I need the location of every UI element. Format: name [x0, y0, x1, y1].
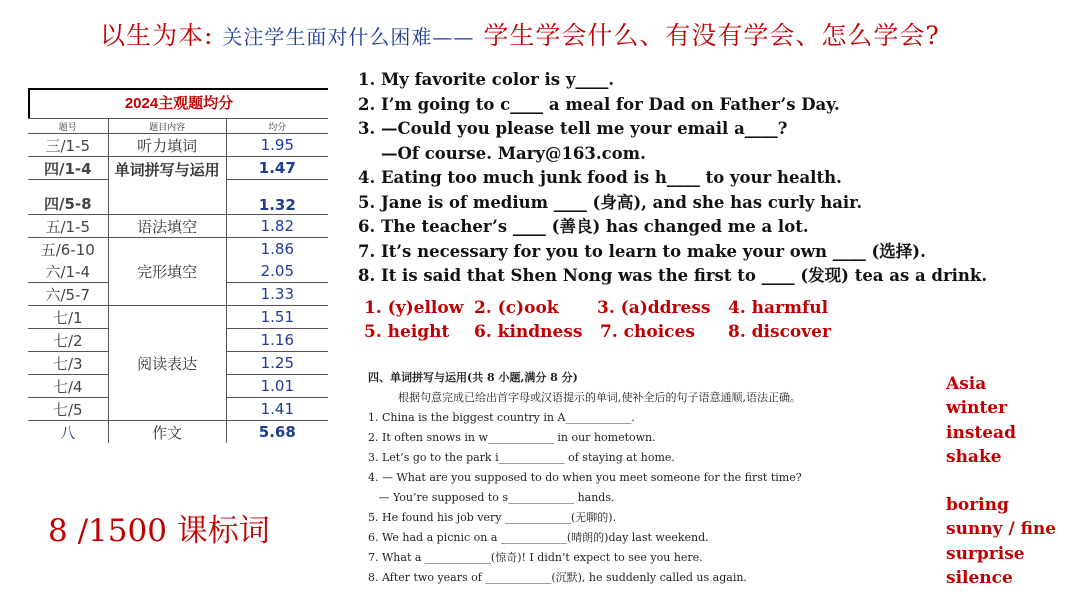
worksheet-item: 8. After two years of ____________(沉默), he suddenly called us again.	[368, 571, 747, 584]
worksheet-item: 6. We had a picnic on a ____________(晴朗的)day last weekend.	[368, 531, 709, 544]
row-score: 1.25	[226, 352, 328, 375]
table-header-row	[28, 119, 328, 134]
row-score: 1.51	[226, 306, 328, 329]
row-score: 1.47	[226, 157, 328, 180]
row-content: 单词拼写与运用	[108, 157, 226, 215]
title-part2: 关注学生面对什么困难——	[222, 25, 475, 49]
row-score: 1.16	[226, 329, 328, 352]
worksheet-item: — You’re supposed to s____________ hands.	[368, 491, 615, 504]
header-score: 均分	[226, 119, 328, 134]
answer-item: 7. choices	[600, 322, 695, 342]
row-score: 1.82	[226, 215, 328, 238]
exercise-item: 6. The teacher’s ____ (善良) has changed me a lot.	[358, 217, 809, 236]
spacer	[946, 469, 1056, 493]
row-score: 1.41	[226, 398, 328, 421]
row-num: 八	[28, 421, 108, 444]
worksheet-item: 3. Let’s go to the park i____________ of staying at home.	[368, 451, 675, 464]
worksheet-item: 2. It often snows in w____________ in our hometown.	[368, 431, 656, 444]
answer-item: 6. kindness	[474, 322, 583, 342]
worksheet-heading: 四、单词拼写与运用(共 8 小题,满分 8 分)	[368, 371, 578, 384]
table-row	[28, 134, 328, 157]
worksheet	[368, 368, 936, 588]
row-num: 七/1	[28, 306, 108, 329]
exercise-item: 7. It’s necessary for you to learn to make your own ____ (选择).	[358, 241, 926, 261]
row-num: 五/1-5	[28, 215, 108, 238]
row-content: 作文	[108, 421, 226, 444]
title-part3: 学生学会什么、有没有学会、怎么学会?	[483, 21, 940, 50]
table-row	[28, 157, 328, 180]
header-content: 题目内容	[108, 119, 226, 134]
row-num: 六/1-4	[45, 262, 91, 281]
side-answer: Asia	[946, 374, 987, 394]
side-answer: shake	[946, 446, 1002, 467]
row-num: 四/1-4	[28, 157, 108, 180]
exercise-item: 8. It is said that Shen Nong was the first to ____ (发现) tea as a drink.	[358, 266, 988, 285]
row-num: 六/5-7	[28, 283, 108, 306]
row-num: 七/3	[28, 352, 108, 375]
answer-item: 4. harmful	[728, 298, 829, 318]
row-score: 1.86	[226, 238, 328, 261]
row-num: 七/2	[28, 329, 108, 352]
row-score: 1.33	[226, 283, 328, 306]
exercise-item: 1. My favorite color is y____.	[358, 70, 615, 89]
score-table-title: 2024主观题均分	[28, 88, 328, 118]
exercise-item: —Of course. Mary@163.com.	[358, 143, 646, 163]
worksheet-item: 5. He found his job very ____________(无聊的).	[368, 511, 617, 524]
worksheet-item: 1. China is the biggest country in A____________.	[368, 411, 635, 424]
answer-item: 1. (y)ellow	[364, 298, 464, 318]
side-answer: winter	[946, 398, 1008, 419]
table-row	[28, 421, 328, 444]
row-score: 1.32	[226, 180, 328, 215]
exercise-item: 4. Eating too much junk food is h____ to your health.	[358, 168, 842, 187]
row-num: 七/5	[28, 398, 108, 421]
row-score: 2.05	[260, 262, 294, 280]
row-content: 听力填词	[108, 134, 226, 157]
row-content: 语法填空	[108, 215, 226, 238]
exercise-list	[358, 68, 987, 289]
worksheet-instruction: 根据句意完成已给出首字母或汉语提示的单词,使补全后的句子语意通顺,语法正确。	[398, 391, 801, 404]
table-row	[28, 306, 328, 329]
side-answer: silence	[946, 568, 1013, 589]
answer-item: 3. (a)ddress	[597, 298, 711, 318]
vocab-summary: 8 /1500 课标词	[48, 513, 270, 549]
side-answer: boring	[946, 495, 1009, 516]
row-content: 阅读表达	[108, 306, 226, 421]
side-answer: instead	[946, 422, 1016, 443]
score-table	[28, 88, 328, 443]
worksheet-item: 7. What a ____________(惊奇)! I didn’t expect to see you here.	[368, 551, 703, 564]
row-content: 完形填空	[108, 238, 226, 306]
side-answers	[946, 372, 1056, 590]
answer-item: 8. discover	[728, 322, 831, 342]
exercise-item: 3. —Could you please tell me your email a____?	[358, 119, 788, 138]
answer-item: 5. height	[364, 322, 450, 342]
header-num: 题号	[28, 119, 108, 134]
page-title	[100, 16, 940, 52]
row-score: 5.68	[226, 421, 328, 444]
answer-item: 2. (c)ook	[474, 298, 559, 318]
exercise-item: 5. Jane is of medium ____ (身高), and she has curly hair.	[358, 192, 863, 212]
worksheet-item: 4. — What are you supposed to do when you meet someone for the first time?	[368, 471, 802, 484]
row-score: 1.95	[226, 134, 328, 157]
row-score: 1.01	[226, 375, 328, 398]
row-num: 四/5-8	[28, 180, 108, 215]
row-num: 三/1-5	[28, 134, 108, 157]
side-answer: sunny / fine	[946, 519, 1057, 540]
side-answer: surprise	[946, 543, 1025, 564]
table-row	[28, 215, 328, 238]
row-num: 五/6-10	[28, 238, 108, 261]
exercise-item: 2. I’m going to c____ a meal for Dad on Father’s Day.	[358, 94, 840, 114]
row-num: 七/4	[28, 375, 108, 398]
title-part1: 以生为本:	[100, 21, 214, 50]
table-row	[28, 238, 328, 261]
